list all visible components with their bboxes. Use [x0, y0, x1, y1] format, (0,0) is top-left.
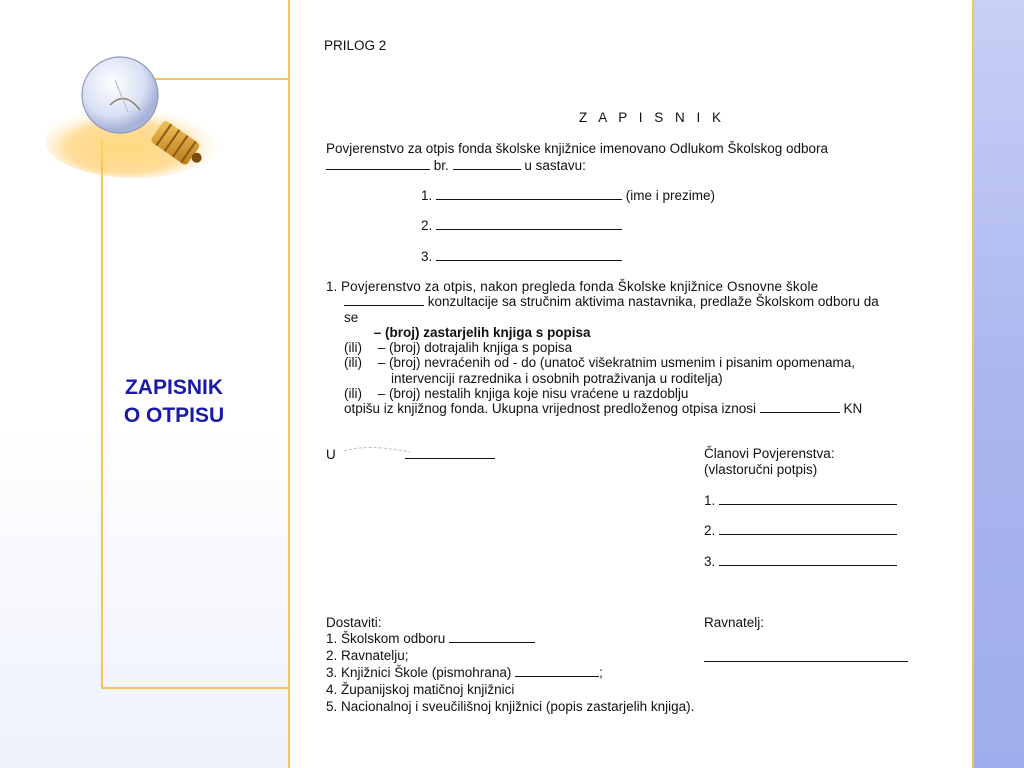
list-item — [344, 355, 855, 371]
intro-paragraph — [326, 141, 923, 157]
blank-line — [453, 158, 521, 170]
blank-line — [405, 447, 495, 459]
member-num: 1. — [421, 188, 433, 203]
item-prefix: (ili) — [344, 340, 362, 355]
members-title: Članovi Povjerenstva: — [704, 446, 835, 461]
sign-row-1 — [704, 493, 897, 508]
blank-line — [436, 249, 622, 261]
dostaviti-item — [326, 699, 694, 715]
slide-title-line1: ZAPISNIK — [124, 376, 223, 399]
intro-end: u sastavu: — [524, 158, 586, 173]
slide-right-band — [972, 0, 1024, 768]
frame-line-left — [101, 140, 103, 688]
ravnatelj-label: Ravnatelj: — [704, 615, 765, 630]
sign-num: 1. — [704, 493, 716, 508]
place-u: U — [326, 447, 336, 462]
signature-line — [719, 554, 897, 566]
item-text: – (broj) nevraćenih od - do (unatoč višekratnim usmenim i pisanim opomenama, — [377, 355, 855, 370]
point-num: 1. — [326, 279, 338, 294]
closing-line — [344, 401, 862, 417]
member-row-1 — [421, 188, 715, 203]
item-prefix: (ili) — [344, 355, 362, 370]
intro-br: br. — [433, 158, 449, 173]
item-text: – (broj) dotrajalih knjiga s popisa — [377, 340, 573, 355]
dostaviti-text: 4. Županijskoj matičnoj knjižnici — [326, 682, 515, 697]
dostaviti-item — [326, 631, 535, 647]
intro-line1: Povjerenstvo za otpis fonda školske knjižnice imenovano Odlukom Školskog odbora — [326, 141, 829, 156]
dostaviti-title: Dostaviti: — [326, 615, 382, 630]
blank-line — [515, 665, 599, 677]
point1-line1 — [326, 279, 818, 294]
frame-line-bottom — [101, 687, 288, 689]
members-subtitle: (vlastoručni potpis) — [704, 462, 818, 477]
blank-line — [436, 218, 622, 230]
scan-smudge — [342, 444, 412, 454]
dostaviti-item — [326, 682, 514, 698]
item-text: – (broj) nestalih knjiga koje nisu vraćene u razdoblju — [377, 386, 689, 401]
document-page — [288, 0, 972, 768]
sign-num: 3. — [704, 554, 716, 569]
member-num: 2. — [421, 218, 433, 233]
member-row-2 — [421, 218, 622, 233]
dostaviti-end: ; — [599, 665, 603, 680]
point1-text-a: Povjerenstvo za otpis, nakon pregleda fonda Školske knjižnice Osnovne škole — [341, 279, 819, 294]
sign-row-3 — [704, 554, 897, 569]
prilog-label: PRILOG 2 — [324, 38, 387, 53]
member-row-3 — [421, 249, 622, 264]
slide-title — [104, 374, 244, 430]
document-title: Z A P I S N I K — [578, 110, 726, 125]
member-num: 3. — [421, 249, 433, 264]
list-item — [344, 325, 591, 341]
blank-line — [760, 401, 840, 413]
blank-line — [344, 294, 424, 306]
slide-title-line2: O OTPISU — [123, 404, 225, 427]
blank-line — [436, 188, 622, 200]
dostaviti-text: 1. Školskom odboru — [326, 631, 446, 646]
lightbulb-icon — [40, 50, 240, 180]
dostaviti-text: 2. Ravnatelju; — [326, 648, 409, 663]
sign-num: 2. — [704, 523, 716, 538]
point1-line2 — [344, 294, 879, 309]
ravnatelj-signature-line — [704, 650, 908, 665]
list-item — [344, 386, 688, 402]
closing-text: otpišu iz knjižnog fonda. Ukupna vrijednost predloženog otpisa iznosi — [344, 401, 757, 416]
item-text: – (broj) zastarjelih knjiga s popisa — [373, 325, 591, 340]
signature-line — [719, 523, 897, 535]
point1-text-b: konzultacije sa stručnim aktivima nastavnika, predlaže Školskom odboru da — [427, 294, 879, 309]
item-text: intervenciji razrednika i osobnih potraživanja u roditelja) — [391, 371, 723, 386]
blank-line — [326, 158, 430, 170]
member-suffix: (ime i prezime) — [625, 188, 716, 203]
item-prefix: (ili) — [344, 386, 362, 401]
currency-kn: KN — [843, 401, 863, 416]
list-item — [391, 371, 723, 387]
dostaviti-text: 3. Knjižnici Škole (pismohrana) — [326, 665, 512, 680]
intro-line2 — [326, 158, 586, 173]
dostaviti-item — [326, 665, 603, 681]
signature-line — [719, 493, 897, 505]
dostaviti-item — [326, 648, 409, 664]
list-item — [344, 340, 572, 356]
dostaviti-text: 5. Nacionalnoj i sveučilišnoj knjižnici (popis zastarjelih knjiga). — [326, 699, 695, 714]
point1-line3: se — [344, 310, 359, 325]
blank-line — [449, 631, 535, 643]
sign-row-2 — [704, 523, 897, 538]
